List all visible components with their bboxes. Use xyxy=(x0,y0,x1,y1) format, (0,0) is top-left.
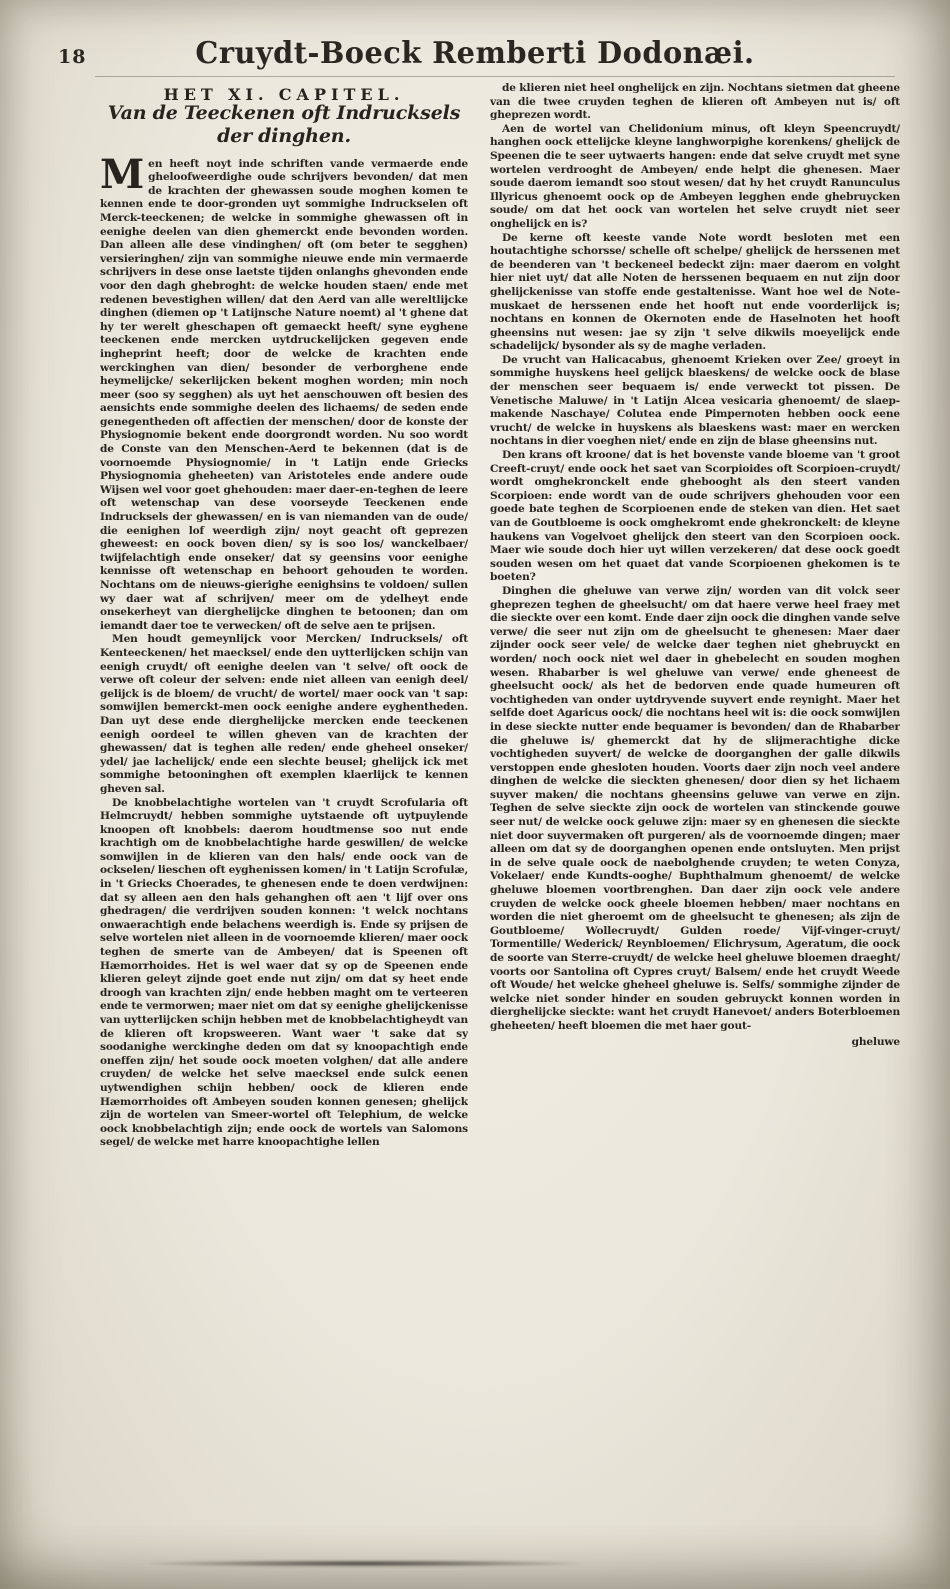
catchword: gheluwe xyxy=(851,1035,900,1048)
right-paragraphs xyxy=(490,82,900,1034)
text-columns xyxy=(100,82,900,1549)
scan-smudge-artifact xyxy=(150,1560,580,1567)
paragraph: Men heeft noyt inde schriften vande vermaerde ende gheloofweerdighe oude schrijvers bevonden/ dat men de krachten der ghewassen soude moghen komen te kennen ende te door-gronden uyt sommighe Indruckselen oft Merck-teeckenen; de welcke in sommighe ghewassen oft in eenighe deelen van dien ghemerckt ende bevonden worden. Dan alleen alle dese vindinghen/ oft (om beter te segghen) versieringhen/ zijn van sommighe nieuwe ende min vermaerde schrijvers in dese onse laetste tijden onlanghs ghevonden ende voor den dagh ghebroght: de welcke houden staen/ ende met redenen bevestighen willen/ dat den Aerd van alle wereltlijcke dinghen (diemen op 't Latijnsche Nature noemt) al 't ghene dat hy ter werelt gheschapen oft gemaeckt heeft/ syne eyghene teeckenen ende mercken uytdruckelijcken gegeven ende ingheprint heeft; door de welcke de krachten ende werckinghen van dien/ besonder de verborghene ende heymelijcke/ sekerlijcken bekent moghen worden; min noch meer (soo sy segghen) als uyt het aenschouwen oft besien des aensichts ende sommighe deelen des lichaems/ de seden ende genegentheden oft affectien der menschen/ door de konste der Physiognomie bekent ende doorgrondt worden. Nu soo wordt de Conste van den Menschen-Aerd te bekennen (dat is de voornoemde Physiognomie/ in 't Latijn ende Griecks Physiognomia gheheeten) van Aristoteles ende andere oude Wijsen wel voor goet ghehouden: maer daer-en-teghen de leere oft wetenschap van dese voorseyde Teeckenen ende Indrucksels der ghewassen/ en is van niemanden van de oude/ die eenighen lof weerdigh zijn/ noyt geacht oft geprezen gheweest: en oock boven dien/ sy is soo los/ wanckelbaer/ twijfelachtigh ende onseker/ dat sy geensins voor eenighe kennisse oft wetenschap en behoort gehouden te worden. Nochtans om de nieuws-gierighe eenighsins te voldoen/ sullen wy daer wat af schrijven/ meer om de ydelheyt ende onsekerheyt van dierghelijcke dinghen te betoonen; dan om iemandt daer toe te verwecken/ oft de selve aen te prijsen. xyxy=(100,150,468,632)
chapter-title: HET XI. CAPITEL. xyxy=(163,85,405,104)
paragraph: Den krans oft kroone/ dat is het bovenste vande bloeme van 't groot Creeft-cruyt/ ende oock het saet van Scorpioides oft Scorpioen-cruydt/ wordt omghekronckelt ende ghebooght als den steert vanden Scorpioen: ende wordt van de oude schrijvers ghehouden voor een goede bate teghen de Scorpioenen ende de steken van dien. Het saet van de Goutbloeme is oock omghekromt ende ghekronckelt: de kleyne haukens van Vogelvoet ghelijck den steert van den Scorpioen oock. Maer wie soude doch hier uyt willen verzekeren/ dat dese oock goedt souden wesen om het quaet dat vande Scorpioenen ghekomen is te boeten? xyxy=(490,449,900,584)
paragraph: de klieren niet heel onghelijck en zijn. Nochtans sietmen dat gheene van die twee cruyden teghen de klieren oft Ambeyen nut is/ oft gheprezen wordt. xyxy=(490,82,900,122)
header-rule xyxy=(95,76,895,77)
paragraph: Aen de wortel van Chelidonium minus, oft kleyn Speencruydt/ hanghen oock ettelijcke kleyne langhworpighe korenkens/ ghelijck de Speenen die te seer uytwaerts hangen: ende dat selve cruydt met syne wortelen verdrooght de Ambeyen/ ende helpt die ghenesen. Maer soude daerom iemandt soo stout wesen/ dat hy het cruydt Ranunculus Illyricus ghenoemt oock op de Ambeyen legghen ende ghebruycken soude/ om dat het oock van wortelen het selve cruydt niet seer onghelijck en is? xyxy=(490,122,900,230)
paragraph: De kerne oft keeste vande Note wordt besloten met een houtachtighe schorsse/ schelle oft schelpe/ ghelijck de herssenen met de beenderen van 't beckeneel bedeckt zijn: maer daerom en volght hier niet uyt/ dat alle Noten de herssenen bequaem en nut zijn door ghelijckenisse van stoffe ende gestaltenisse. Want hoe wel de Note-muskaet de herssenen ende het hooft nut ende voorderlijck is; nochtans en konnen de Okernoten ende de Haselnoten het hooft gheensins nut wesen: jae sy zijn 't selve dikwils moeyelijck ende schadelijck/ bysonder als sy de maghe verladen. xyxy=(490,231,900,353)
running-header: Cruydt-Boeck Remberti Dodonæi. xyxy=(195,36,755,71)
paragraph: Dinghen die gheluwe van verwe zijn/ worden van dit volck seer gheprezen teghen de gheelsucht/ om dat haere verwe heel fraey met die sieckte over een komt. Ende daer zijn oock die dinghen vande selve verwe/ die seer nut zijn om de gheelsucht te ghenesen: Maer daer zijnder oock seer vele/ de welcke daer teghen niet ghebruyckt en worden/ noch oock niet wel daer in ghebelecht en souden moghen wesen. Rhabarber is wel gheluwe van verwe/ ende gheneest de gheelsucht oock/ als het de bedorven ende quade humeuren oft vochtigheden van onder uytdryvende suyvert ende reynight. Maer het selfde doet Agaricus oock/ die nochtans heel wit is: die oock somwijlen in dese sieckte nutter ende bequamer is bevonden/ dan de Rhabarber die gheluwe is/ ghemerckt dat hy de slijmerachtighe dicke vochtigheden suyvert/ de welcke de doorganghen der galle dikwils verstoppen ende ghesloten houden. Voorts daer zijn noch veel andere dinghen de welcke die sieckten ghenesen/ door dien sy het lichaem suyver maken/ die nochtans gheensins geluwe van verwe en zijn. Teghen de selve sieckte zijn oock de wortelen van stinckende gouwe seer nut/ de welcke oock geluwe zijn: maer sy en ghenesen die sieckte niet door suyvermaken oft purgeren/ als de voornoemde dingen; maer alleen om dat sy de doorganghen openen ende ontsluyten. Men prijst in de selve quale oock de naebolghende cruyden; te weten Conyza, Vokelaer/ ende Kundts-ooghe/ Buphthalmum ghenoemt/ de welcke gheluwe bloemen voortbrenghen. Dan daer zijn oock vele andere cruyden de welcke oock gheele bloemen hebben/ maer nochtans en worden die niet gheroemt om de gheelsucht te ghenesen; als zijn de Goutbloeme/ Wollecruydt/ Gulden roede/ Vijf-vinger-cruyt/ Tormentille/ Wederick/ Reynbloemen/ Elichrysum, Ageratum, die oock de soorte van Sterre-cruydt/ de welcke heel gheluwe bloemen draeght/ voorts oor Santolina oft Cypres cruyt/ Balsem/ ende het cruydt Weede oft Woude/ het welcke gheheel gheluwe is. Selfs/ sommighe zijnder de welcke niet sonder hinder en souden gebruyckt konnen worden in dierghelijcke sieckte: want het cruydt Hanevoet/ anders Boterbloemen gheheeten/ heeft bloemen die met haer gout- xyxy=(490,584,900,1032)
paragraph: De knobbelachtighe wortelen van 't cruydt Scrofularia oft Helmcruydt/ hebben sommighe uytstaende oft uytpuylende knoopen oft knobbels: daerom houdtmense soo nut ende krachtigh om de knobbelachtighe harde geswillen/ de welcke somwijlen in de klieren van den hals/ ende oock van de ockselen/ lieschen oft eyghenissen komen/ in 't Latijn Scrofulæ, in 't Griecks Choerades, te ghenesen ende te doen verdwijnen: dat sy alleen aen den hals gehanghen oft aen 't lijf over ons ghedragen/ die verdrijven souden konnen: 't welck nochtans onwaerachtigh ende belachens weerdigh is. Ende sy prijsen de selve wortelen niet alleen in de voornoemde klieren/ maer oock teghen de smerte van de Ambeyen/ dat is Speenen oft Hæmorrhoides. Het is wel waer dat sy op de Speenen ende klieren geleyt zijnde goet ende nut zijn/ om dat sy heet ende droogh van krachten zijn/ ende hebben maght om te verteeren ende te vermorwen; maer niet om dat sy eenighe ghelijckenisse van uytterlijcken schijn hebben met de knobbelachtigheydt van de klieren oft kropsweeren. Want waer 't sake dat sy soodanighe werckinghe deden om dat sy knoopachtigh ende oneffen zijn/ het soude oock moeten volghen/ dat alle andere cruyden/ de welcke het selve maecksel ende sulck eenen uytwendighen schijn hebben/ oock de klieren ende Hæmorrhoides oft Ambeyen souden konnen genesen; ghelijck zijn de wortelen van Smeer-wortel oft Telephium, de welcke oock knobbelachtigh zijn; ende oock de wortels van Salomons segel/ de welcke met harre knoopachtighe lellen xyxy=(100,796,468,1149)
paragraph: De vrucht van Halicacabus, ghenoemt Krieken over Zee/ groeyt in sommighe huyskens heel gelijck blaeskens/ de welcke oock de blase der menschen seer bequaem is/ ende verweckt tot pissen. De Venetische Maluwe/ in 't Latijn Alcea vesicaria ghenoemt/ de slaep-makende Naschaye/ Colutea ende Pimpernoten hebben oock eene vrucht/ de welcke in huyskens als blaeskens wast: maer en wercken nochtans in dier voeghen niet/ ende en zijn de blase gheensins nut. xyxy=(490,353,900,448)
right-column xyxy=(490,82,900,1549)
chapter-heading xyxy=(100,85,468,148)
paragraph: Men houdt gemeynlijck voor Mercken/ Indrucksels/ oft Kenteeckenen/ het maecksel/ ende den uytterlijcken schijn van eenigh cruydt/ oft eenighe deelen van 't selve/ oft oock de verwe oft coleur der selven: ende niet alleen van eenigh deel/ gelijck is de bloem/ de vrucht/ de wortel/ maer oock van 't sap: somwijlen bemerckt-men oock eenighe andere eyghentheden. Dan uyt dese ende dierghelijcke mercken ende teeckenen eenigh oordeel te willen gheven van de krachten der ghewassen/ dat is teghen alle reden/ ende gheheel onseker/ ydel/ jae lachelijck/ ende een slechte beusel; ghelijck ick met sommighe betooninghen oft exemplen klaerlijck te kennen gheven sal. xyxy=(100,633,468,795)
chapter-subtitle-1: Van de Teeckenen oft Indrucksels xyxy=(107,101,461,124)
left-column xyxy=(100,82,468,1549)
page-number: 18 xyxy=(58,46,87,68)
page-header xyxy=(0,0,950,78)
left-paragraphs xyxy=(100,150,468,1150)
chapter-subtitle-2: der dinghen. xyxy=(217,124,351,147)
